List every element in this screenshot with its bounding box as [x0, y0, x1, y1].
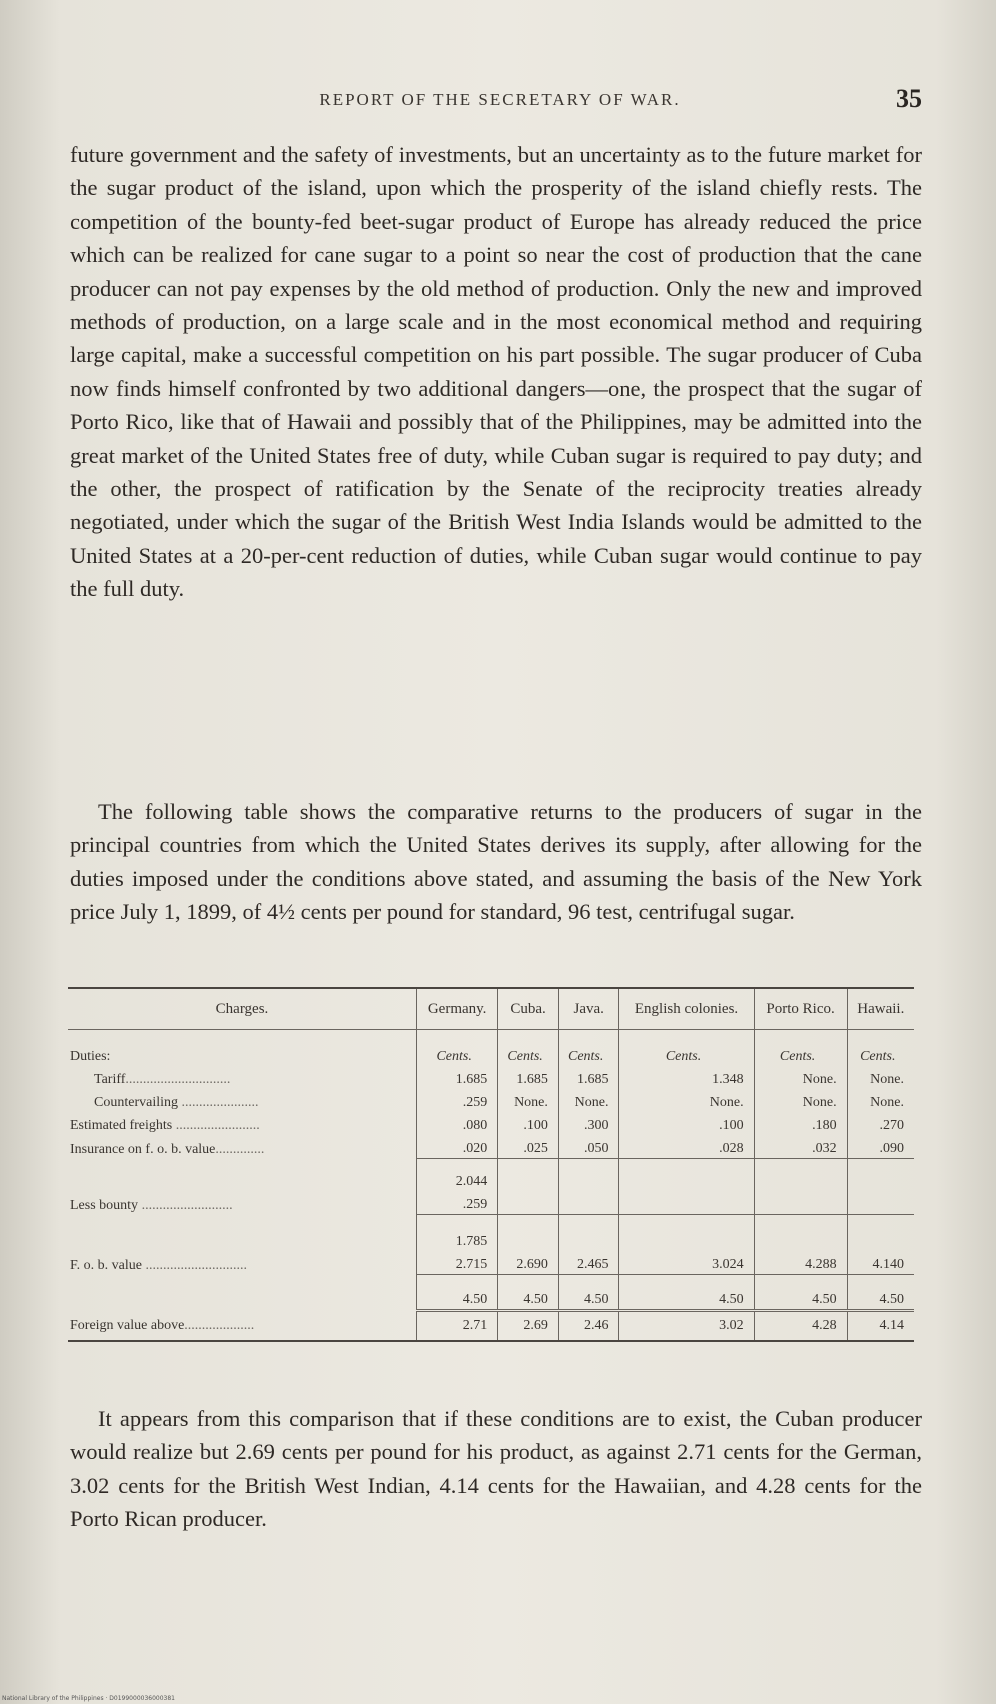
table-row-net: [68, 1215, 914, 1252]
table-row-insurance: [68, 1135, 914, 1159]
table-cell: [498, 1159, 559, 1192]
table-cell: [847, 1215, 914, 1252]
header-charges: Charges.: [68, 988, 417, 1030]
table-cell: None.: [498, 1089, 559, 1112]
table-cell: 2.71: [417, 1311, 498, 1342]
table-cell: .259: [417, 1089, 498, 1112]
units-cell: Cents.: [558, 1030, 619, 1067]
table-cell: .050: [558, 1135, 619, 1159]
table-cell: 2.690: [498, 1251, 559, 1275]
sugar-returns-table-wrap: [68, 987, 914, 1342]
table-cell: None.: [847, 1066, 914, 1089]
row-label: [68, 1215, 417, 1252]
table-cell: 1.685: [417, 1066, 498, 1089]
header-germany: Germany.: [417, 988, 498, 1030]
row-label: Duties:: [70, 1049, 111, 1064]
table-row-ny-price: [68, 1275, 914, 1311]
table-row-countervailing: [68, 1089, 914, 1112]
table-cell: 4.50: [558, 1275, 619, 1311]
paragraph-2: The following table shows the comparative returns to the producers of sugar in the principal countries from which the United States derives its supply, after allowing for the duties imposed under the conditions above stated, and assuming the basis of the New York price July 1, 1899, of 4½ cents per pound for standard, 96 test, centrifugal sugar.: [70, 799, 922, 925]
table-cell: .300: [558, 1112, 619, 1135]
library-attribution: National Library of the Philippines · D0199000036000381: [2, 1695, 175, 1702]
table-cell: [754, 1159, 847, 1192]
table-cell: 4.28: [754, 1311, 847, 1342]
table-cell: .100: [619, 1112, 754, 1135]
table-cell: .270: [847, 1112, 914, 1135]
paragraph-1: future government and the safety of investments, but an uncertainty as to the future market for the sugar product of the island, upon which the prosperity of the island chiefly rests. The competition of the bounty-fed beet-sugar product of Europe has already reduced the price which can be realized for cane sugar to a point so near the cost of production that the cane producer can not pay expenses by the old method of production. Only the new and improved methods of production, on a large scale and in the most economical method and requiring large capital, make a successful competition on his part possible. The sugar producer of Cuba now finds himself confronted by two additional dangers—one, the prospect that the sugar of Porto Rico, like that of Hawaii and possibly that of the Philippines, may be admitted into the great market of the United States free of duty, while Cuban sugar is required to pay duty; and the other, the prospect of ratification by the Senate of the reciprocity treaties already negotiated, under which the sugar of the British West India Islands would be admitted to the United States at a 20-per-cent reduction of duties, while Cuban sugar would continue to pay the full duty.: [70, 142, 922, 602]
table-cell: 4.50: [498, 1275, 559, 1311]
units-cell: Cents.: [847, 1030, 914, 1067]
table-cell: [847, 1159, 914, 1192]
table-cell: [754, 1215, 847, 1252]
table-cell: [619, 1215, 754, 1252]
row-label: Foreign value above....................: [70, 1318, 255, 1333]
header-english-colonies: English colonies.: [619, 988, 754, 1030]
table-cell: 4.14: [847, 1311, 914, 1342]
row-label: Less bounty ..........................: [70, 1197, 233, 1213]
table-cell: 2.46: [558, 1311, 619, 1342]
table-cell: .028: [619, 1135, 754, 1159]
table-cell: 2.044: [417, 1159, 498, 1192]
table-cell: [619, 1191, 754, 1215]
table-cell: 1.685: [498, 1066, 559, 1089]
paragraph-3: It appears from this comparison that if these conditions are to exist, the Cuban producer would realize but 2.69 cents per pound for his product, as against 2.71 cents for the German, 3.02 cents for the British West Indian, 4.14 cents for the Hawaiian, and 4.28 cents for the Porto Rican producer.: [70, 1406, 922, 1532]
table-cell: None.: [558, 1089, 619, 1112]
table-cell: [558, 1215, 619, 1252]
header-hawaii: Hawaii.: [847, 988, 914, 1030]
table-cell: None.: [619, 1089, 754, 1112]
table-cell: [558, 1159, 619, 1192]
row-label: Estimated freights ........................: [70, 1118, 260, 1133]
table-cell: 1.348: [619, 1066, 754, 1089]
units-cell: Cents.: [498, 1030, 559, 1067]
table-cell: [619, 1159, 754, 1192]
table-cell: .180: [754, 1112, 847, 1135]
table-row-fob: [68, 1251, 914, 1275]
table-row-duties: [68, 1030, 914, 1067]
table-row-freights: [68, 1112, 914, 1135]
header-java: Java.: [558, 988, 619, 1030]
table-row-less-bounty: [68, 1191, 914, 1215]
row-label: Tariff..............................: [94, 1072, 231, 1087]
header-porto-rico: Porto Rico.: [754, 988, 847, 1030]
table-cell: .090: [847, 1135, 914, 1159]
table-cell: .020: [417, 1135, 498, 1159]
row-label: F. o. b. value .............................: [70, 1257, 247, 1273]
table-cell: [558, 1191, 619, 1215]
table-cell: 4.50: [417, 1275, 498, 1311]
table-cell: None.: [754, 1066, 847, 1089]
table-cell: 2.715: [417, 1251, 498, 1275]
sugar-returns-table: [68, 987, 914, 1342]
table-cell: None.: [847, 1089, 914, 1112]
row-label: [68, 1275, 417, 1311]
running-head: [70, 84, 930, 124]
table-cell: [754, 1191, 847, 1215]
units-cell: Cents.: [619, 1030, 754, 1067]
table-cell: .025: [498, 1135, 559, 1159]
table-cell: .032: [754, 1135, 847, 1159]
table-cell: 1.685: [558, 1066, 619, 1089]
units-cell: Cents.: [754, 1030, 847, 1067]
table-cell: .100: [498, 1112, 559, 1135]
table-row-subtotal: [68, 1159, 914, 1192]
table-row-tariff: [68, 1066, 914, 1089]
units-cell: Cents.: [417, 1030, 498, 1067]
table-cell: None.: [754, 1089, 847, 1112]
table-cell: 4.50: [754, 1275, 847, 1311]
table-cell: 4.140: [847, 1251, 914, 1275]
running-title: REPORT OF THE SECRETARY OF WAR.: [319, 90, 681, 109]
table-cell: 4.288: [754, 1251, 847, 1275]
table-cell: .080: [417, 1112, 498, 1135]
table-cell: 3.024: [619, 1251, 754, 1275]
table-cell: [498, 1215, 559, 1252]
row-label: Insurance on f. o. b. value..............: [70, 1141, 265, 1157]
table-row-foreign-value: [68, 1311, 914, 1342]
row-label: [68, 1159, 417, 1192]
table-cell: [847, 1191, 914, 1215]
header-cuba: Cuba.: [498, 988, 559, 1030]
table-cell: [498, 1191, 559, 1215]
table-cell: .259: [417, 1191, 498, 1215]
table-cell: 3.02: [619, 1311, 754, 1342]
table-header-row: [68, 988, 914, 1030]
table-cell: 4.50: [619, 1275, 754, 1311]
table-cell: 4.50: [847, 1275, 914, 1311]
table-cell: 1.785: [417, 1215, 498, 1252]
table-cell: 2.465: [558, 1251, 619, 1275]
row-label: Countervailing ......................: [94, 1095, 259, 1110]
page-number: 35: [896, 84, 922, 113]
table-cell: 2.69: [498, 1311, 559, 1342]
